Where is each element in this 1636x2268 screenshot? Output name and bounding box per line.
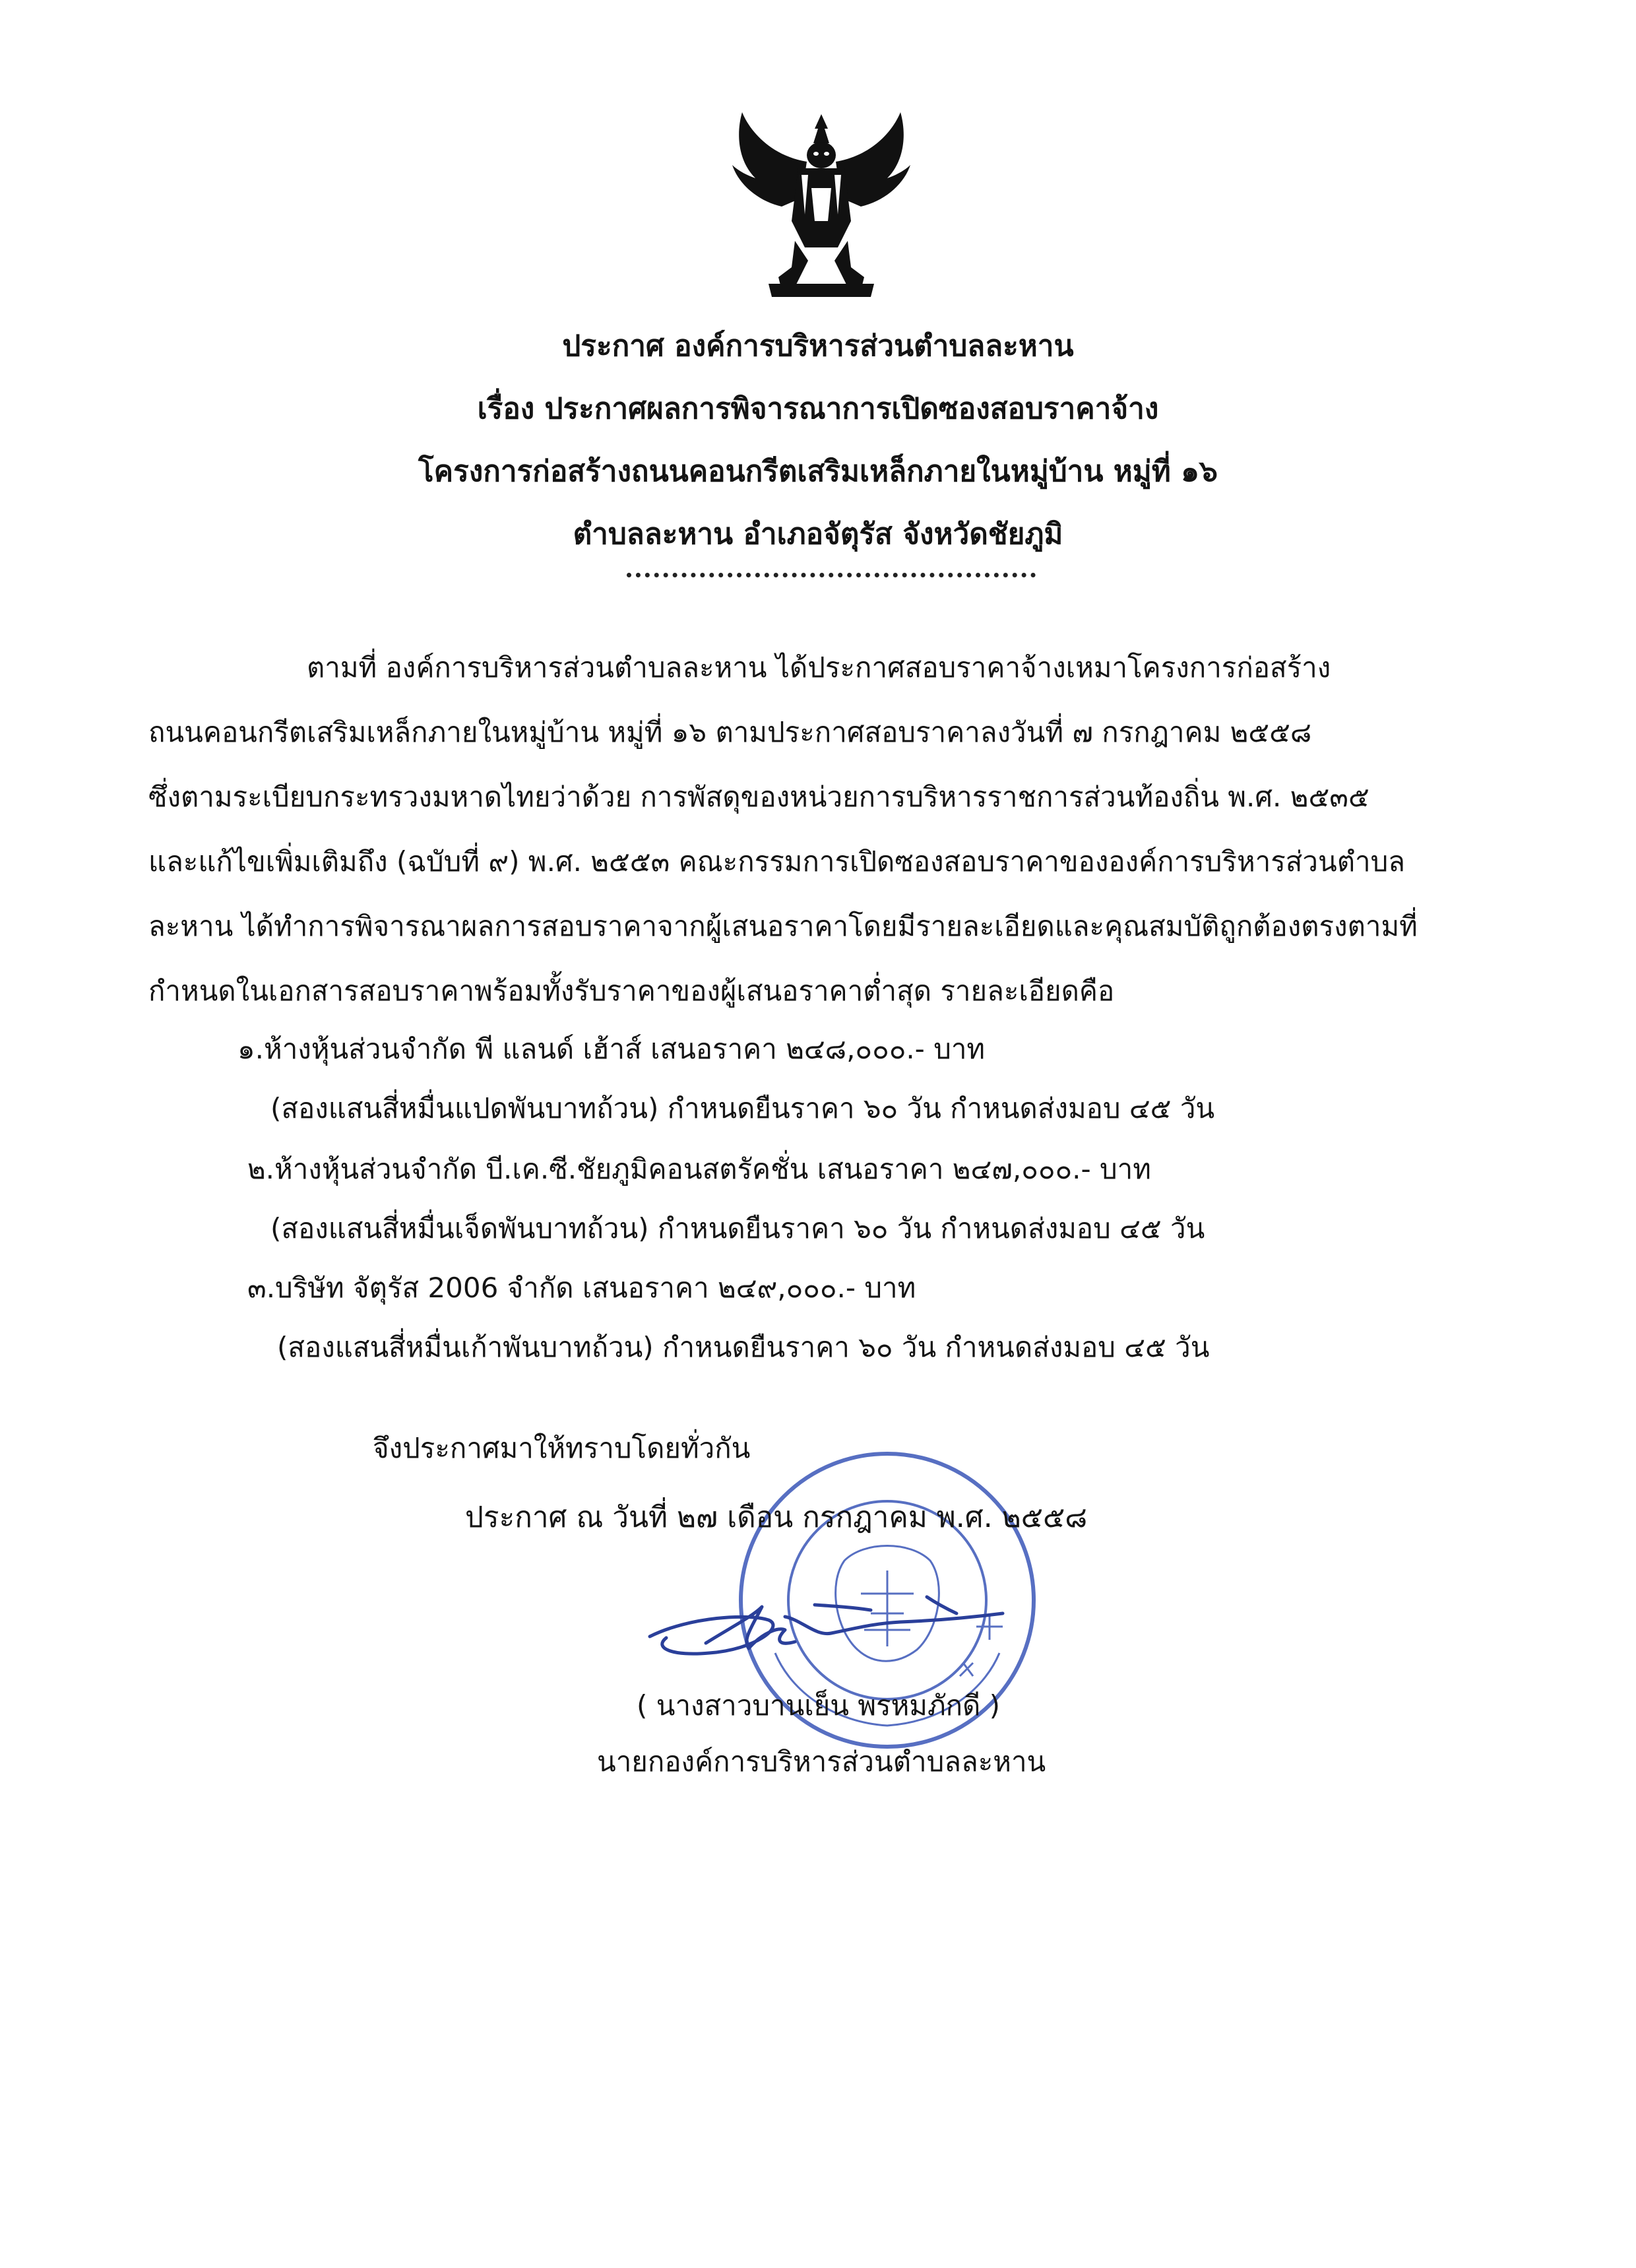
announcement-heading: ประกาศ องค์การบริหารส่วนตำบลละหาน	[562, 329, 1074, 363]
bid-item: ๓.บริษัท จัตุรัส 2006 จำกัด เสนอราคา ๒๔๙,๐๐๐.- บาท	[247, 1272, 916, 1304]
bid-item: ๑.ห้างหุ้นส่วนจำกัด พี แลนด์ เฮ้าส์ เสนอราคา ๒๔๘,๐๐๐.- บาท	[237, 1033, 986, 1065]
date-line: ประกาศ ณ วันที่ ๒๗ เดือน กรกฎาคม พ.ศ. ๒๕๕๘	[465, 1501, 1088, 1534]
signatory-name: ( นางสาวบานเย็น พรหมภักดี )	[637, 1689, 1001, 1722]
subject-line: เรื่อง ประกาศผลการพิจารณาการเปิดซองสอบราคาจ้าง	[477, 392, 1159, 426]
signature	[637, 1564, 1013, 1676]
closing-statement: จึงประกาศมาให้ทราบโดยทั่วกัน	[373, 1432, 751, 1464]
bid-detail: (สองแสนสี่หมื่นเจ็ดพันบาทถ้วน) กำหนดยืนราคา ๖๐ วัน กำหนดส่งมอบ ๔๕ วัน	[270, 1212, 1205, 1245]
signatory-title: นายกองค์การบริหารส่วนตำบลละหาน	[597, 1745, 1046, 1778]
project-title: โครงการก่อสร้างถนนคอนกรีตเสริมเหล็กภายในหมู่บ้าน หมู่ที่ ๑๖	[418, 455, 1218, 488]
bid-detail: (สองแสนสี่หมื่นแปดพันบาทถ้วน) กำหนดยืนราคา ๖๐ วัน กำหนดส่งมอบ ๔๕ วัน	[270, 1092, 1215, 1124]
location-line: ตำบลละหาน อำเภอจัตุรัส จังหวัดชัยภูมิ	[573, 517, 1063, 551]
garuda-emblem	[729, 109, 914, 300]
body-line: และแก้ไขเพิ่มเติมถึง (ฉบับที่ ๙) พ.ศ. ๒๕๕๓ คณะกรรมการเปิดซองสอบราคาขององค์การบริหารส่วนตำบล	[148, 845, 1405, 878]
body-line: ตามที่ องค์การบริหารส่วนตำบลละหาน ได้ประกาศสอบราคาจ้างเหมาโครงการก่อสร้าง	[307, 651, 1331, 684]
heading-divider	[627, 573, 1036, 577]
bid-item: ๒.ห้างหุ้นส่วนจำกัด บี.เค.ซี.ชัยภูมิคอนสตรัคชั่น เสนอราคา ๒๔๗,๐๐๐.- บาท	[247, 1153, 1151, 1185]
body-line: กำหนดในเอกสารสอบราคาพร้อมทั้งรับราคาของผู้เสนอราคาต่ำสุด รายละเอียดคือ	[148, 975, 1115, 1007]
body-line: ละหาน ได้ทำการพิจารณาผลการสอบราคาจากผู้เสนอราคาโดยมีรายละเอียดและคุณสมบัติถูกต้องตรงตามที่	[148, 910, 1418, 942]
bid-detail: (สองแสนสี่หมื่นเก้าพันบาทถ้วน) กำหนดยืนราคา ๖๐ วัน กำหนดส่งมอบ ๔๕ วัน	[277, 1331, 1210, 1363]
body-line: ถนนคอนกรีตเสริมเหล็กภายในหมู่บ้าน หมู่ที่ ๑๖ ตามประกาศสอบราคาลงวันที่ ๗ กรกฎาคม ๒๕๕๘	[148, 716, 1312, 748]
body-line: ซึ่งตามระเบียบกระทรวงมหาดไทยว่าด้วย การพัสดุของหน่วยการบริหารราชการส่วนท้องถิ่น พ.ศ. ๒๕๓๕	[148, 781, 1369, 813]
